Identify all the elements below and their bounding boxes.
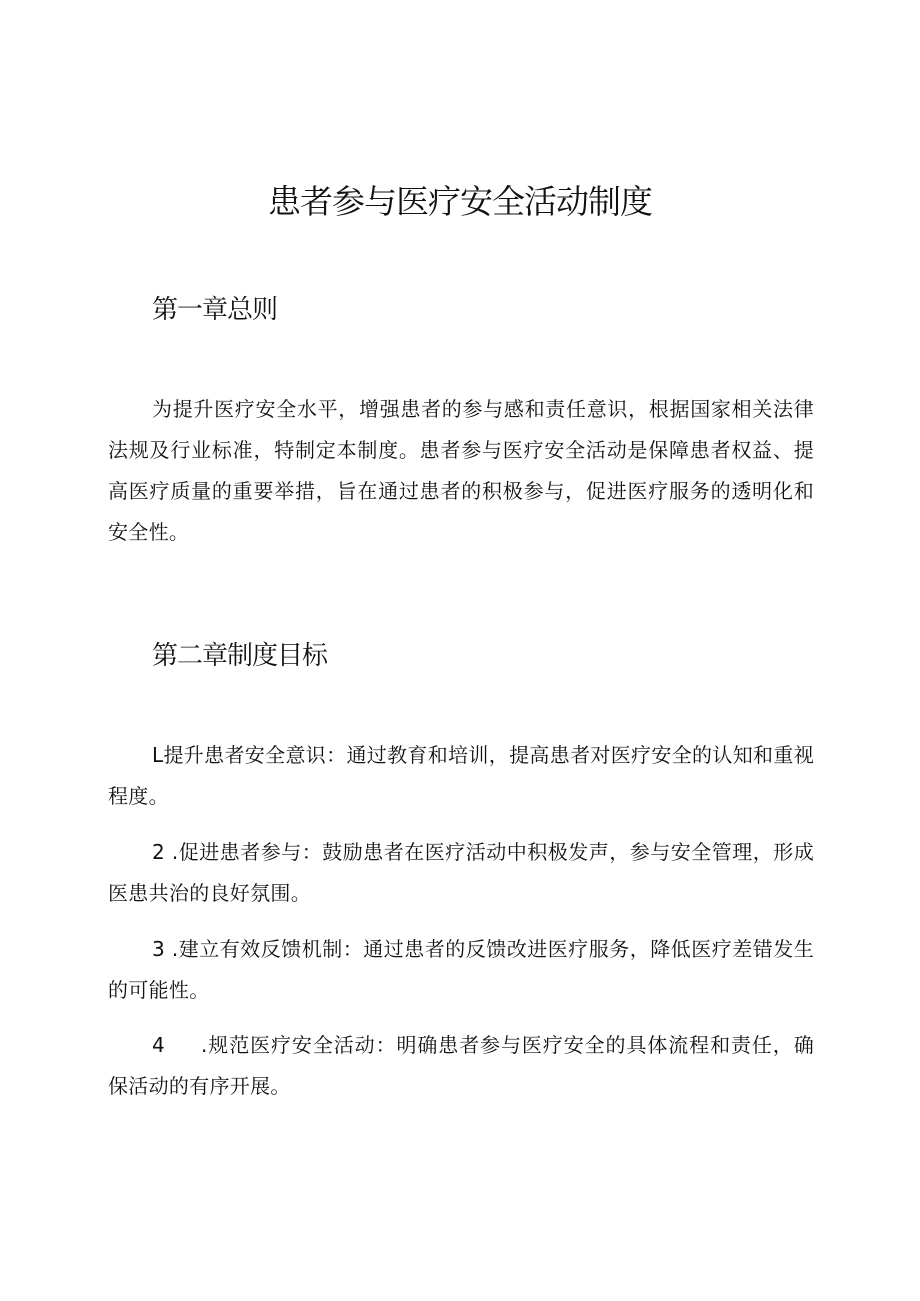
document-title: 患者参与医疗安全活动制度: [268, 182, 652, 221]
goal-item-1-text: 提升患者安全意识：通过教育和培训，提高患者对医疗安全的认知和重视程度。: [108, 743, 814, 808]
goal-item-3-text: 建立有效反馈机制：通过患者的反馈改进医疗服务，降低医疗差错发生的可能性。: [108, 937, 814, 1002]
goal-item-4-number: 4: [152, 1033, 166, 1057]
goal-item-2-text: 促进患者参与：鼓励患者在医疗活动中积极发声，参与安全管理，形成医患共治的良好氛围。: [108, 840, 814, 905]
goal-item-3-number: 3 .: [152, 937, 179, 961]
chapter-2-heading: 第二章制度目标: [152, 641, 328, 671]
goal-item-4-number-suffix: .: [201, 1033, 208, 1057]
goal-item-4-text: 规范医疗安全活动：明确患者参与医疗安全的具体流程和责任，确保活动的有序开展。: [108, 1033, 814, 1098]
goal-item-2: [108, 832, 814, 914]
goal-item-2-number: 2 .: [152, 840, 179, 864]
goal-item-4: [108, 1025, 814, 1107]
goal-item-1: [108, 735, 814, 817]
chapter-1-paragraph: 为提升医疗安全水平，增强患者的参与感和责任意识，根据国家相关法律法规及行业标准，特制定本制度。患者参与医疗安全活动是保障患者权益、提高医疗质量的重要举措，旨在通过患者的积极参与，促进医疗服务的透明化和安全性。: [108, 397, 814, 544]
goal-item-3: [108, 929, 814, 1011]
goal-item-1-number: L: [152, 743, 164, 767]
chapter-1-heading: 第一章总则: [152, 295, 278, 325]
